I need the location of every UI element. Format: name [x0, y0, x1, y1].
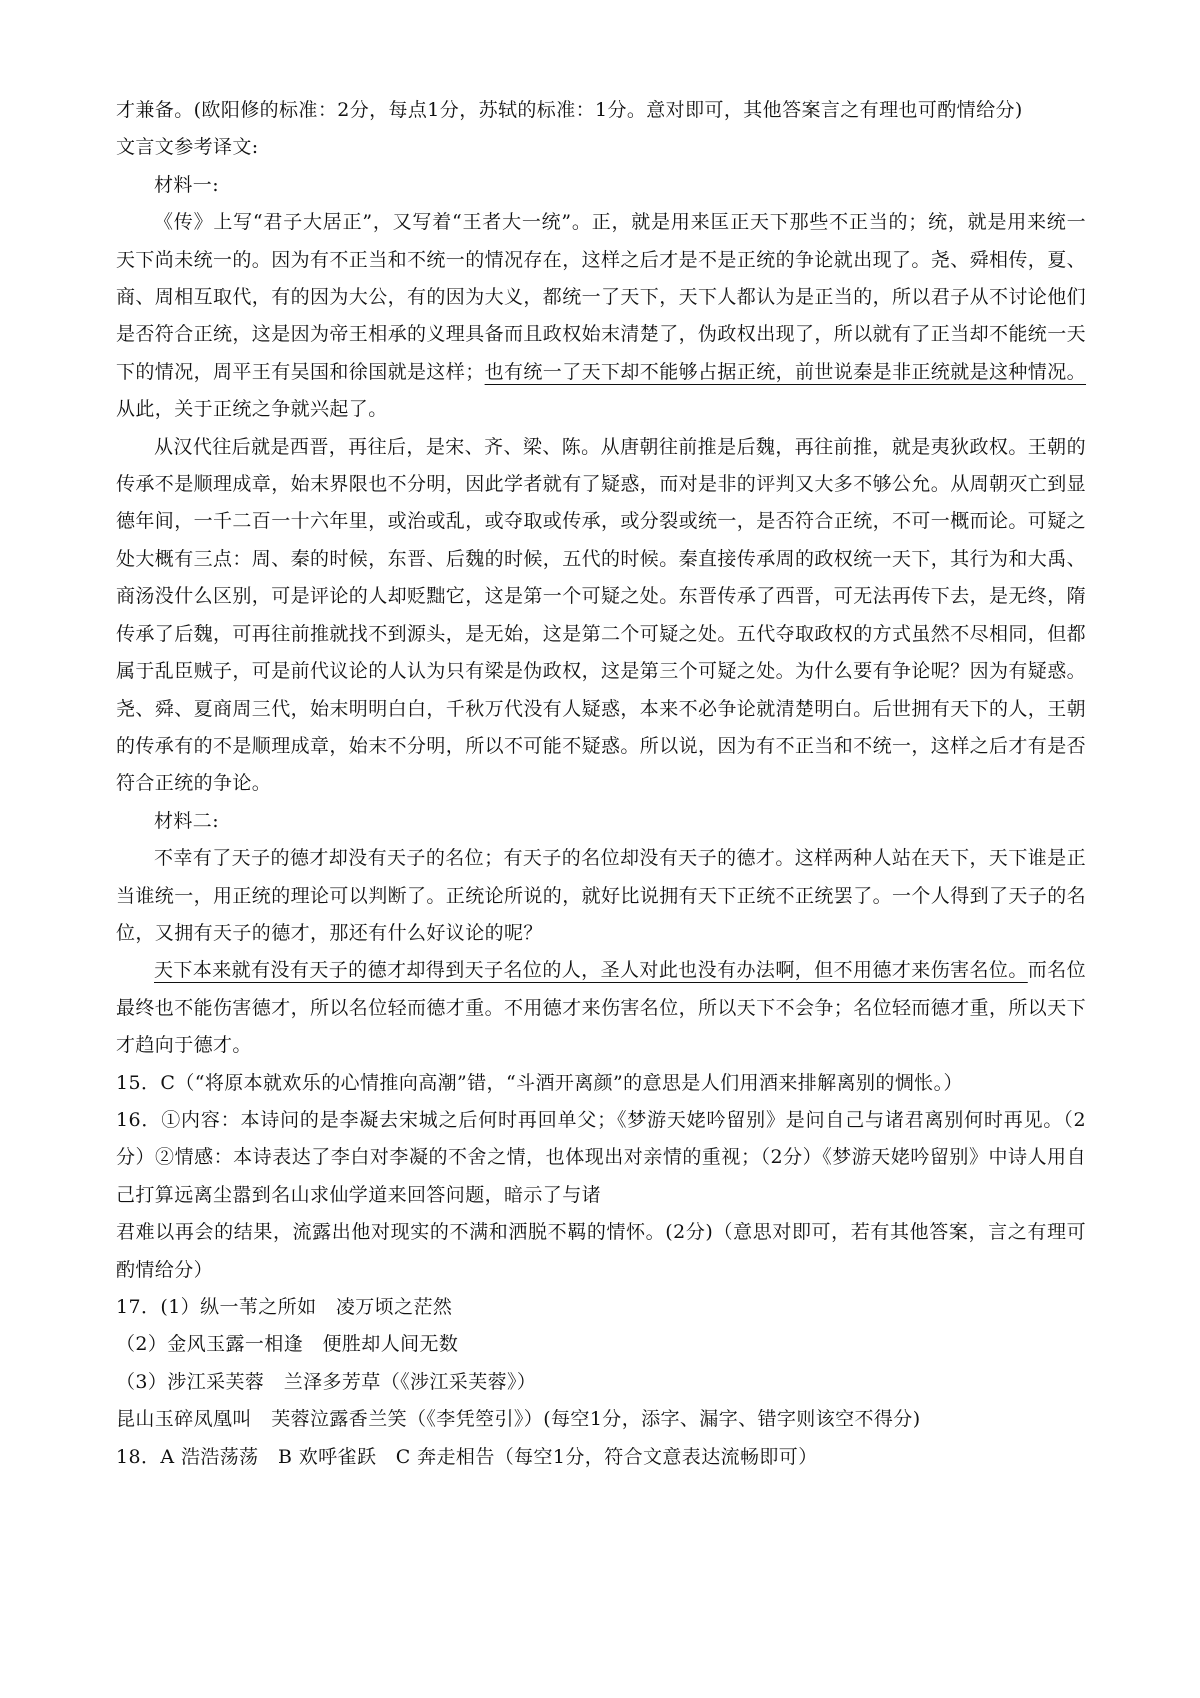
material-two-paragraph-2 — [116, 952, 1086, 1064]
answer-18: 18．A 浩浩荡荡 B 欢呼雀跃 C 奔走相告（每空1分，符合文意表达流畅即可） — [116, 1445, 818, 1468]
material-one-paragraph-2: 从汉代往后就是西晋，再往后，是宋、齐、梁、陈。从唐朝往前推是后魏，再往前推，就是夷狄政权。王朝的传承不是顺理成章，始末界限也不分明，因此学者就有了疑惑，而对是非的评判又大多不够公允。从周朝灭亡到显德年间，一千二百一十六年里，或治或乱，或夺取或传承，或分裂或统一，是否符合正统，不可一概而论。可疑之处大概有三点：周、秦的时候，东晋、后魏的时候，五代的时候。秦直接传承周的政权统一天下，其行为和大禹、商汤没什么区别，可是评论的人却贬黜它，这是第一个可疑之处。东晋传承了西晋，可无法再传下去，是无终，隋传承了后魏，可再往前推就找不到源头，是无始，这是第二个可疑之处。五代夺取政权的方式虽然不尽相同，但都属于乱臣贼子，可是前代议论的人认为只有梁是伪政权，这是第三个可疑之处。为什么要有争论呢？因为有疑惑。尧、舜、夏商周三代，始末明明白白，千秋万代没有人疑惑，本来不必争论就清楚明白。后世拥有天下的人，王朝的传承有的不是顺理成章，始末不分明，所以不可能不疑惑。所以说，因为有不正当和不统一，这样之后才有是否符合正统的争论。 — [116, 435, 1087, 795]
score-note-line: 才兼备。(欧阳修的标准：2分，每点1分，苏轼的标准：1分。意对即可，其他答案言之有理也可酌情给分) — [116, 99, 1023, 121]
answer-17-1: 17．(1）纵一苇之所如 凌万顷之茫然 — [116, 1296, 453, 1318]
material-one-paragraph-1 — [116, 204, 1086, 428]
material-two-label: 材料二: — [154, 809, 220, 832]
document-page — [116, 92, 1086, 1476]
underlined-sentence-2: 天下本来就有没有天子的德才却得到天子名位的人，圣人对此也没有办法啊，但不用德才来伤害名位。 — [154, 959, 1028, 982]
material-one-tail: 从此，关于正统之争就兴起了。 — [116, 398, 388, 421]
answer-17-2: （2）金风玉露一相逢 便胜却人间无数 — [116, 1333, 459, 1356]
translation-heading: 文言文参考译文: — [116, 136, 259, 159]
answer-16-continued: 君难以再会的结果，流露出他对现实的不满和洒脱不羁的情怀。(2分)（意思对即可，若有其他答案，言之有理可酌情给分） — [116, 1221, 1086, 1281]
answer-15: 15．C（“将原本就欢乐的心情推向高潮”错，“斗酒开离颜”的意思是人们用酒来排解离别的惆怅。） — [116, 1071, 963, 1094]
material-two-paragraph-1: 不幸有了天子的德才却没有天子的名位；有天子的名位却没有天子的德才。这样两种人站在天下，天下谁是正当谁统一，用正统的理论可以判断了。正统论所说的，就好比说拥有天下正统不正统罢了。一个人得到了天子的名位，又拥有天子的德才，那还有什么好议论的呢？ — [116, 847, 1087, 944]
answer-17-3: （3）涉江采芙蓉 兰泽多芳草（《涉江采芙蓉》） — [116, 1370, 537, 1393]
answer-16: 16．①内容：本诗问的是李凝去宋城之后何时再回单父；《梦游天姥吟留别》是问自己与诸君离别何时再见。（2分）②情感：本诗表达了李白对李凝的不舍之情，也体现出对亲情的重视；（2分）《梦游天姥吟留别》中诗人用自己打算远离尘嚣到名山求仙学道来回答问题，暗示了与诸 — [116, 1108, 1086, 1206]
material-one-text: 《传》上写“君子大居正”，又写着“王者大一统”。正，就是用来匡正天下那些不正当的；统，就是用来统一天下尚未统一的。因为有不正当和不统一的情况存在，这样之后才是不是正统的争论就出现了。尧、舜相传，夏、商、周相互取代，有的因为大公，有的因为大义，都统一了天下，天下人都认为是正当的，所以君子从不讨论他们是否符合正统，这是因为帝王相承的义理具备而且政权始末清楚了，伪政权出现了，所以就有了正当却不能统一天下的情况，周平王有吴国和徐国就是这样； — [116, 211, 1087, 383]
material-one-label: 材料一: — [154, 173, 220, 196]
underlined-sentence-1: 也有统一了天下却不能够占据正统，前世说秦是非正统就是这种情况。 — [484, 360, 1087, 383]
material-two-tail: 而名位最终也不能伤害德才，所以名位轻而德才重。不用德才来伤害名位，所以天下不会争；名位轻而德才重，所以天下才趋向于德才。 — [116, 959, 1087, 1057]
answer-17-4: 昆山玉碎凤凰叫 芙蓉泣露香兰笑（《李凭箜引》）(每空1分，添字、漏字、错字则该空不得分) — [116, 1408, 921, 1431]
